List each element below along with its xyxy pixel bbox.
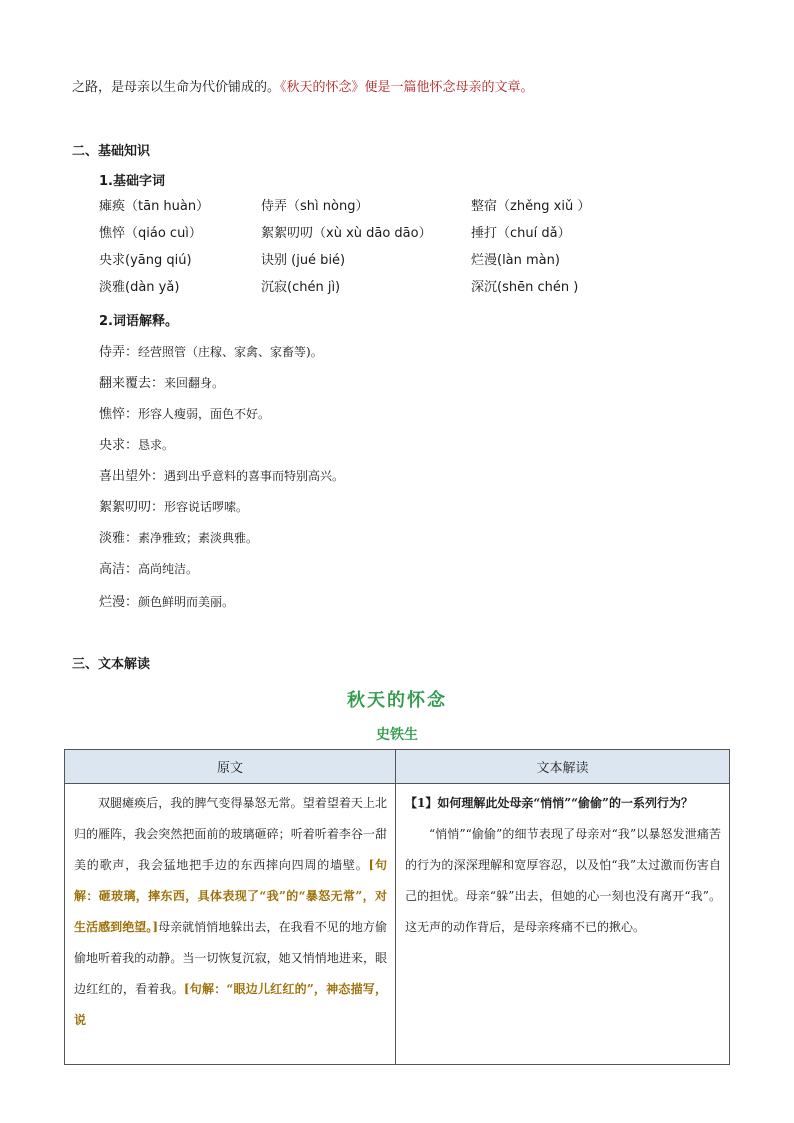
section-heading-basics: 二、基础知识 (72, 144, 151, 159)
definition-item (99, 591, 234, 610)
definition-text: 形容说话啰嗦。 (164, 500, 249, 514)
vocab-word: 捶打（chuí dǎ） (471, 226, 571, 241)
article-author: 史铁生 (376, 727, 418, 743)
sentence-note: [句解：砸玻璃，摔东西，具体表现了“我”的“暴怒无常”，对生活感到绝望。] (74, 858, 387, 934)
analysis-answer: “悄悄”“偷偷”的细节表现了母亲对“我”以暴怒发泄痛苦的行为的深深理解和宽厚容忍，以及怕“我”太过激而伤害自己的担忧。母亲“躲”出去，但她的心一刻也没有离开“我”。这无声的动作背后，是母亲疼痛不已的揪心。 (405, 827, 721, 934)
vocab-word: 整宿（zhěng xiǔ ） (471, 199, 591, 214)
vocab-word: 淡雅(dàn yǎ) (99, 280, 180, 295)
definition-item (99, 434, 174, 453)
vocab-word: 侍弄（shì nòng） (261, 199, 369, 214)
definition-text: 高尚纯洁。 (138, 562, 199, 576)
column-header-original: 原文 (65, 750, 396, 784)
vocab-word: 憔悴（qiáo cuì） (99, 226, 202, 241)
definition-text: 恳求。 (138, 438, 175, 452)
definition-item (99, 496, 248, 515)
intro-highlight: 《秋天的怀念》便是一篇他怀念母亲的文章。 (280, 80, 534, 95)
vocab-word: 沉寂(chén jì) (261, 280, 341, 295)
definition-term: 絮絮叨叨： (99, 500, 165, 515)
sentence-note: [句解：“眼边儿红红的”，神态描写，说 (74, 982, 387, 1027)
section-heading-reading: 三、文本解读 (72, 657, 151, 672)
definition-text: 形容人瘦弱，面色不好。 (138, 407, 271, 421)
original-paragraph: 双腿瘫痪后，我的脾气变得暴怒无常。望着望着天上北归的雁阵，我会突然把面前的玻璃砸碎；听着听着李谷一甜美的歌声，我会猛地把手边的东西摔向四周的墙壁。 (74, 796, 387, 872)
column-header-analysis: 文本解读 (396, 750, 730, 784)
definition-item (99, 403, 270, 422)
reading-table (64, 749, 730, 1065)
definition-term: 烂漫： (99, 595, 139, 610)
article-title: 秋天的怀念 (347, 690, 447, 711)
original-text-cell (65, 784, 396, 1065)
definition-text: 遇到出乎意料的喜事而特别高兴。 (164, 469, 345, 483)
subheading-definitions: 2.词语解释。 (99, 314, 178, 329)
vocab-word: 絮絮叨叨（xù xù dāo dāo） (261, 226, 432, 241)
definition-item (99, 527, 258, 546)
definition-text: 素净雅致；素淡典雅。 (138, 531, 259, 545)
definition-item (99, 558, 198, 577)
definition-text: 经营照管（庄稼、家禽、家畜等)。 (138, 345, 323, 359)
intro-lead: 之路，是母亲以生命为代价铺成的。 (72, 80, 281, 95)
definition-item (99, 465, 344, 484)
vocab-word: 央求(yāng qiú) (99, 253, 192, 268)
definition-item (99, 341, 323, 360)
definition-term: 侍弄： (99, 345, 139, 360)
definition-term: 憔悴： (99, 407, 139, 422)
definition-term: 高洁： (99, 562, 139, 577)
definition-term: 翻来覆去： (99, 376, 165, 391)
definition-text: 颜色鲜明而美丽。 (138, 595, 235, 609)
intro-line (72, 76, 534, 95)
definition-text: 来回翻身。 (164, 376, 225, 390)
analysis-question: 【1】如何理解此处母亲“悄悄”“偷偷”的一系列行为？ (405, 796, 693, 810)
definition-item (99, 372, 224, 391)
vocab-word: 瘫痪（tān huàn） (99, 199, 210, 214)
analysis-cell (396, 784, 730, 1065)
original-paragraph: 母亲就悄悄地躲出去，在我看不见的地方偷偷地听着我的动静。当一切恢复沉寂，她又悄悄地进来，眼边红红的，看着我。 (74, 920, 387, 996)
definition-term: 喜出望外： (99, 469, 165, 484)
vocab-word: 诀别 (jué bié) (261, 253, 346, 268)
definition-term: 央求： (99, 438, 139, 453)
vocab-word: 深沉(shēn chén ) (471, 280, 579, 295)
definition-term: 淡雅： (99, 531, 139, 546)
subheading-vocab: 1.基础字词 (99, 174, 165, 189)
vocab-word: 烂漫(làn màn) (471, 253, 560, 268)
